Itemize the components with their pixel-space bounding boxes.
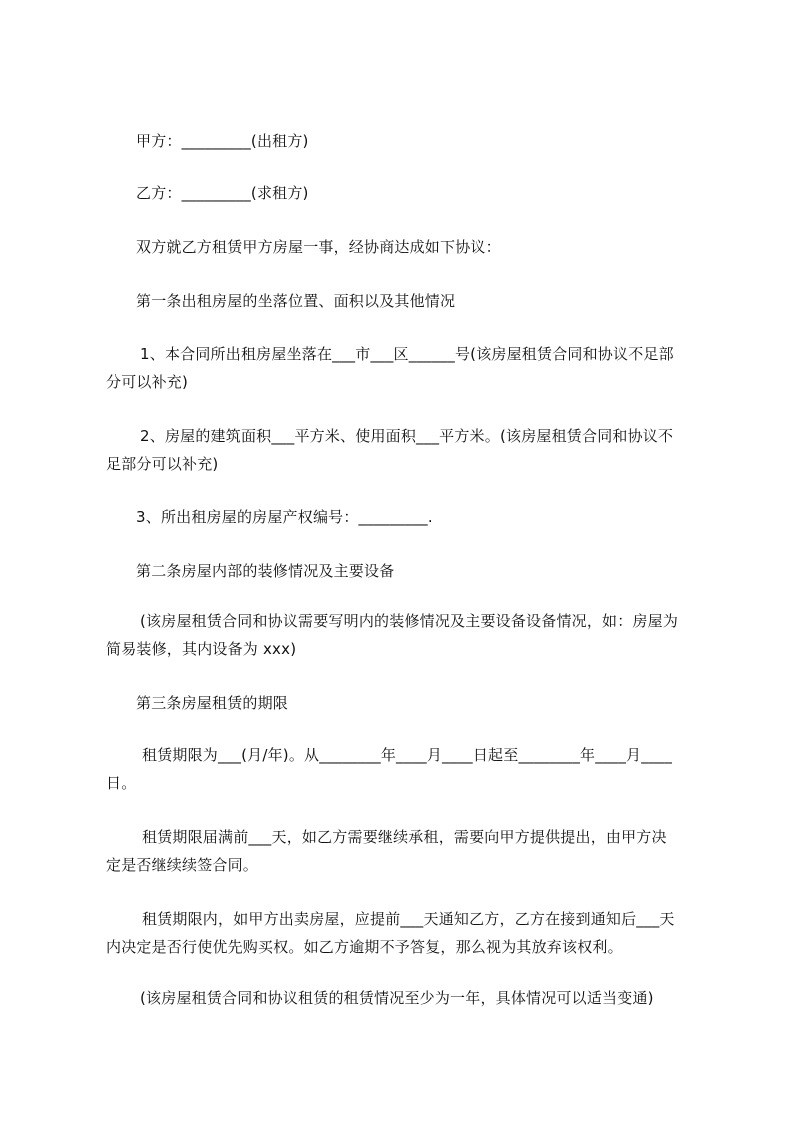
article-2-title: 第二条房屋内部的装修情况及主要设备	[136, 562, 395, 580]
sale-line-2: 内决定是否行使优先购买权。如乙方逾期不予答复，那么视为其放弃该权利。	[106, 938, 623, 956]
intro-paragraph: 双方就乙方租赁甲方房屋一事，经协商达成如下协议：	[136, 238, 501, 256]
article-1-title: 第一条出租房屋的坐落位置、面积以及其他情况	[136, 292, 456, 310]
term-line-2: 日。	[106, 774, 137, 792]
article-1-item-3: 3、所出租房屋的房屋产权编号：_________.	[136, 508, 433, 526]
article-1-item-1-line-2: 分可以补充)	[106, 373, 189, 391]
term-line-1: 租赁期限为___(月/年)。从________年____月____日起至________年____月____	[142, 746, 673, 764]
renewal-line-1: 租赁期限届满前___天，如乙方需要继续承租，需要向甲方提供提出，由甲方决	[142, 828, 667, 846]
article-2-note-line-1: (该房屋租赁合同和协议需要写明内的装修情况及主要设备设备情况，如：房屋为	[140, 612, 679, 630]
article-3-note: (该房屋租赁合同和协议租赁的租赁情况至少为一年，具体情况可以适当变通)	[140, 989, 654, 1007]
party-a-line: 甲方：_________(出租方)	[136, 132, 309, 150]
party-b-line: 乙方：_________(求租方)	[136, 184, 309, 202]
article-1-item-2-line-2: 足部分可以补充)	[106, 455, 219, 473]
article-1-item-2-line-1: 2、房屋的建筑面积___平方米、使用面积___平方米。(该房屋租赁合同和协议不	[140, 427, 674, 445]
article-2-note-line-2: 简易装修，其内设备为 xxx)	[106, 640, 297, 658]
sale-line-1: 租赁期限内，如甲方出卖房屋，应提前___天通知乙方，乙方在接到通知后___天	[142, 910, 675, 928]
article-1-item-1-line-1: 1、本合同所出租房屋坐落在___市___区______号(该房屋租赁合同和协议不足部	[140, 345, 674, 363]
renewal-line-2: 定是否继续续签合同。	[106, 856, 259, 874]
article-3-title: 第三条房屋租赁的期限	[136, 694, 289, 712]
